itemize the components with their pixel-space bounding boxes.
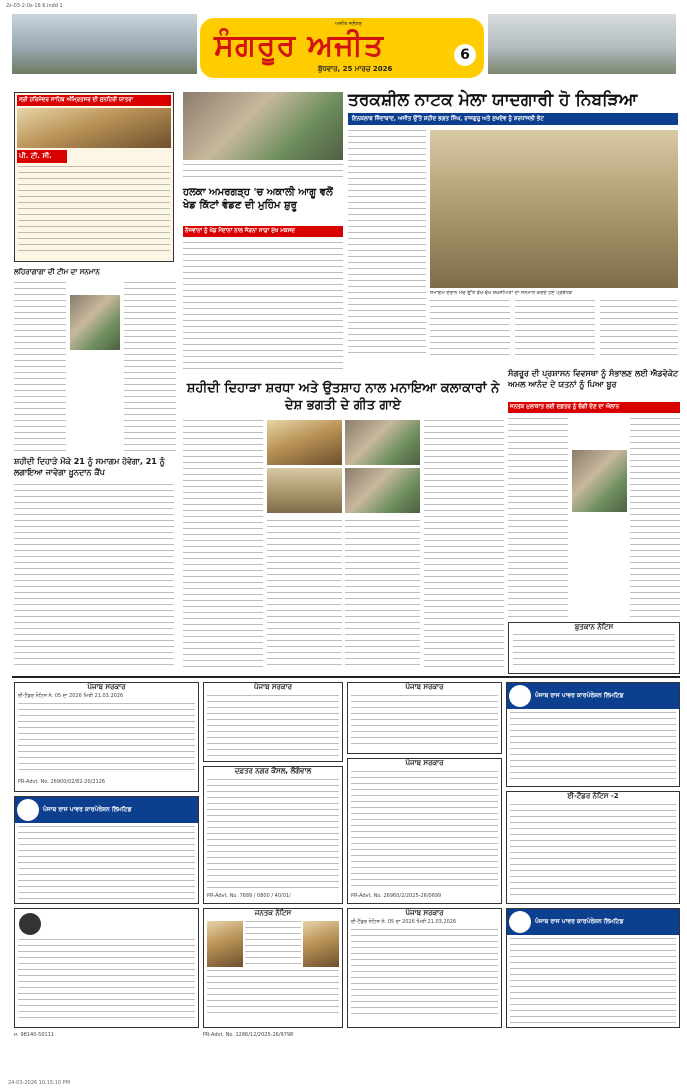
left-story-body-2 bbox=[14, 484, 174, 669]
print-slug bbox=[0, 0, 687, 12]
ad-tender-table-rows bbox=[207, 779, 339, 889]
top-story-body-col4 bbox=[600, 300, 678, 360]
top-story-caption: ਸਮਾਗਮ ਦੌਰਾਨ ਮੰਚ ਉੱਤੇ ਵੱਖ-ਵੱਖ ਸ਼ਖ਼ਸੀਅਤਾਂ ਦਾ ਸਨਮਾਨ ਕਰਦੇ ਹੋਏ ਪ੍ਰਬੰਧਕ bbox=[430, 290, 573, 296]
top-story-photo bbox=[430, 130, 678, 288]
mid-story-kicker: ਨੌਜਵਾਨਾਂ ਨੂੰ ਖੇਡ ਮੈਦਾਨਾਂ ਨਾਲ ਜੋੜਨਾ ਸਾਡਾ ਮੁੱਖ ਮਕਸਦ bbox=[183, 226, 343, 237]
top-story-headline: ਤਰਕਸ਼ੀਲ ਨਾਟਕ ਮੇਲਾ ਯਾਦਗਾਰੀ ਹੋ ਨਿਬੜਿਆ bbox=[348, 90, 638, 110]
left-ad bbox=[14, 92, 174, 262]
ads-divider bbox=[12, 676, 680, 678]
main-story-body-col2 bbox=[267, 520, 342, 670]
punjab-logo-icon bbox=[19, 913, 41, 935]
main-story-body-col4 bbox=[424, 420, 504, 670]
ad-bottom-left bbox=[14, 908, 199, 1028]
right-story-portrait bbox=[572, 450, 627, 512]
ad-2-title: ਪੰਜਾਬ ਸਰਕਾਰ bbox=[405, 683, 444, 691]
left-ad-image bbox=[17, 108, 171, 148]
child-photo-1 bbox=[207, 921, 243, 967]
slug-left: 2s-03-2-0s-16 6.indd 1 bbox=[6, 3, 63, 9]
ad-tender-3-text bbox=[351, 929, 498, 1019]
page-number: 6 bbox=[454, 44, 476, 66]
main-story-headline: ਸ਼ਹੀਦੀ ਦਿਹਾੜਾ ਸ਼ਰਧਾ ਅਤੇ ਉਤਸ਼ਾਹ ਨਾਲ ਮਨਾਇਆ ਕਲਾਕਾਰਾਂ ਨੇ ਦੇਸ਼ ਭਗਤੀ ਦੇ ਗੀਤ ਗਾਏ bbox=[186, 381, 500, 413]
top-story-body-col1 bbox=[348, 130, 426, 355]
left-story-portrait bbox=[70, 295, 120, 350]
ad-tender-2 bbox=[506, 791, 680, 904]
bhutakan-notice-title: ਬੁਤਕਾਨ ਨੋਟਿਸ bbox=[574, 623, 614, 631]
left-story-headline: ਲਹਿਰਾਗਾਗਾ ਦੀ ਟੀਮ ਦਾ ਸਨਮਾਨ bbox=[14, 268, 100, 276]
ad-tender-3-number: ਈ-ਟੈਂਡਰ ਨੋਟਿਸ ਨੰ. 05 ਦਾ 2026 ਮਿਤੀ 21.03.2026 bbox=[351, 919, 457, 925]
ad-punjab-sarkar-2 bbox=[347, 682, 502, 754]
left-ad-title: ਸ੍ਰੀ ਹਰਿਮੰਦਰ ਸਾਹਿਬ ਅੰਮ੍ਰਿਤਸਰ ਦੀ ਸੁਨਹਿਰੀ ਯਾਤਰਾ bbox=[17, 95, 171, 106]
ad-pspcl-2-title: ਪੰਜਾਬ ਰਾਜ ਪਾਵਰ ਕਾਰਪੋਰੇਸ਼ਨ ਲਿਮਟਿਡ bbox=[43, 806, 132, 813]
masthead-sub: ਅਜੀਤ ਜਲੰਧਰ bbox=[335, 21, 362, 27]
top-story-body-col2 bbox=[430, 300, 510, 360]
left-ad-text bbox=[18, 166, 170, 256]
ad-public-notice bbox=[203, 908, 343, 1028]
header-photo-left bbox=[12, 14, 197, 74]
print-footer bbox=[0, 1078, 687, 1089]
ad-middle-1 bbox=[203, 682, 343, 762]
mid-story-photo bbox=[183, 92, 343, 160]
ad-pspcl-3-text bbox=[510, 938, 676, 1024]
ad-pspcl-2-text bbox=[18, 826, 195, 902]
bhutakan-notice-text bbox=[513, 634, 675, 670]
pr-advt-2: PR-Advt. No. 1286/12/2025-26/9798 bbox=[203, 1032, 294, 1038]
main-story-photo-2 bbox=[345, 420, 420, 465]
right-story-kicker: ਜਨਤਕ ਮੁਲਾਕਾਤ ਲਈ ਦਫ਼ਤਰ ਨੂੰ ਚੰਗੀ ਦੇਣ ਦਾ ਐਲਾਨ bbox=[508, 402, 680, 413]
pspcl-logo-icon-2 bbox=[17, 799, 39, 821]
public-notice-text-2 bbox=[207, 970, 339, 1018]
ad-1-title: ਪੰਜਾਬ ਸਰਕਾਰ bbox=[87, 683, 126, 691]
footer-right: 24-03-2026 10:15:10 PM bbox=[8, 1080, 71, 1086]
ad-pspcl-1-header bbox=[507, 683, 679, 709]
main-story-photo-4 bbox=[345, 468, 420, 513]
ad-tender-table-title: ਦਫ਼ਤਰ ਨਗਰ ਕੌਂਸਲ, ਲੌਂਗੋਵਾਲ bbox=[234, 767, 312, 775]
ad-3-text bbox=[351, 771, 498, 889]
mid-story-body bbox=[183, 242, 343, 374]
top-story-body-col3 bbox=[515, 300, 595, 360]
mid-story-headline: ਹਲਕਾ ਅਮਰਗੜ੍ਹ 'ਚ ਅਕਾਲੀ ਆਗੂ ਵਲੋਂ ਖੇਡ ਕਿੱਟਾਂ ਵੰਡਣ ਦੀ ਮੁਹਿੰਮ ਸ਼ੁਰੂ bbox=[183, 187, 333, 211]
mid-story-caption bbox=[183, 164, 343, 182]
ad-pspcl-3-header bbox=[507, 909, 679, 935]
child-photo-2 bbox=[303, 921, 339, 967]
left-ad-tag: ਪੀ. ਟੀ. ਸੀ. bbox=[17, 150, 67, 163]
ad-pspcl-2-header bbox=[15, 797, 198, 823]
ad-pspcl-2 bbox=[14, 796, 199, 904]
main-story-body-col1 bbox=[183, 420, 263, 670]
right-story-body-col2 bbox=[630, 418, 680, 618]
public-notice-photos bbox=[207, 921, 339, 967]
ad-tender-table-pr: PR-Advt. No. 7689 / 0800 / 40/01/ bbox=[207, 893, 291, 899]
ad-1-tender: ਈ-ਟੈਂਡਰ ਨੋਟਿਸ ਨੰ. 05 ਦਾ 2026 ਮਿਤੀ 21.03.2026 bbox=[18, 693, 124, 699]
ad-tender-2-text bbox=[510, 804, 676, 900]
pspcl-logo-icon bbox=[509, 685, 531, 707]
main-story-body-col3 bbox=[345, 520, 420, 670]
ad-2-text bbox=[351, 695, 498, 749]
ad-punjab-sarkar-1 bbox=[14, 682, 199, 792]
ad-3-title: ਪੰਜਾਬ ਸਰਕਾਰ bbox=[405, 759, 444, 767]
main-story-photo-1 bbox=[267, 420, 342, 465]
masthead-title: ਸੰਗਰੂਰ ਅਜੀਤ bbox=[214, 28, 385, 63]
ad-bottom-left-text bbox=[18, 939, 195, 1019]
ad-1-text bbox=[18, 703, 195, 775]
pspcl-logo-icon-3 bbox=[509, 911, 531, 933]
ad-pspcl-1 bbox=[506, 682, 680, 787]
public-notice-title: ਜਨਤਕ ਨੋਟਿਸ bbox=[254, 909, 292, 917]
header-photo-right bbox=[488, 14, 676, 74]
left-story-body-col1 bbox=[14, 282, 66, 452]
top-story-subline: ਇਨਕਲਾਬ ਜ਼ਿੰਦਾਬਾਦ, ਅਜੀਤ ਉੱਤੇ ਸ਼ਹੀਦ ਭਗਤ ਸਿੰਘ, ਰਾਜਗੁਰੂ ਅਤੇ ਸੁਖਦੇਵ ਨੂੰ ਸ਼ਰਧਾਂਜਲੀ ਭੇਟ bbox=[348, 113, 678, 125]
ad-middle-1-title: ਪੰਜਾਬ ਸਰਕਾਰ bbox=[253, 683, 292, 691]
ad-tender-3 bbox=[347, 908, 502, 1028]
ad-pspcl-1-text bbox=[510, 712, 676, 782]
ad-3-pr: PR-Advt. No. 26960/2/2025-26/0699 bbox=[351, 893, 442, 899]
right-story-body-col1 bbox=[508, 418, 568, 618]
left-story-headline-2: ਸ਼ਹੀਦੀ ਦਿਹਾੜੇ ਮੌਕੇ 21 ਨੂੰ ਸਮਾਗਮ ਹੋਵੇਗਾ, 21 ਨੂੰ ਲਗਾਇਆ ਜਾਵੇਗਾ ਖ਼ੂਨਦਾਨ ਕੈਂਪ bbox=[14, 457, 165, 477]
right-story-headline: ਸੰਗਰੂਰ ਦੀ ਪ੍ਰਸ਼ਾਸਨ ਵਿਵਸਥਾ ਨੂੰ ਸੰਭਾਲਣ ਲਈ ਐਡਵੋਕੇਟ ਅਮਲ ਆਨੰਦ ਦੇ ਯਤਨਾਂ ਨੂੰ ਪਿਆ ਬੂਰ bbox=[508, 369, 679, 389]
ad-punjab-sarkar-3 bbox=[347, 758, 502, 904]
ad-pspcl-3 bbox=[506, 908, 680, 1028]
main-story-photo-3 bbox=[267, 468, 342, 513]
ad-tender-2-title: ਈ-ਟੈਂਡਰ ਨੋਟਿਸ -2 bbox=[567, 792, 619, 800]
mobile-number: ਮੋ. 98140-50111 bbox=[14, 1032, 55, 1038]
ad-pspcl-3-title: ਪੰਜਾਬ ਰਾਜ ਪਾਵਰ ਕਾਰਪੋਰੇਸ਼ਨ ਲਿਮਟਿਡ bbox=[535, 918, 624, 925]
left-story-body-col2 bbox=[124, 282, 176, 452]
public-notice-text bbox=[245, 921, 301, 967]
ad-middle-1-text bbox=[207, 695, 339, 757]
ad-tender-3-title: ਪੰਜਾਬ ਸਰਕਾਰ bbox=[405, 909, 444, 917]
ad-pspcl-1-title: ਪੰਜਾਬ ਰਾਜ ਪਾਵਰ ਕਾਰਪੋਰੇਸ਼ਨ ਲਿਮਟਿਡ bbox=[535, 692, 624, 699]
ad-1-pr: PR-Advt. No. 26900/02/82-20/2126 bbox=[18, 779, 106, 785]
issue-date: ਬੁੱਧਵਾਰ, 25 ਮਾਰਚ 2026 bbox=[318, 65, 393, 73]
ad-tender-table bbox=[203, 766, 343, 904]
bhutakan-notice bbox=[508, 622, 680, 674]
